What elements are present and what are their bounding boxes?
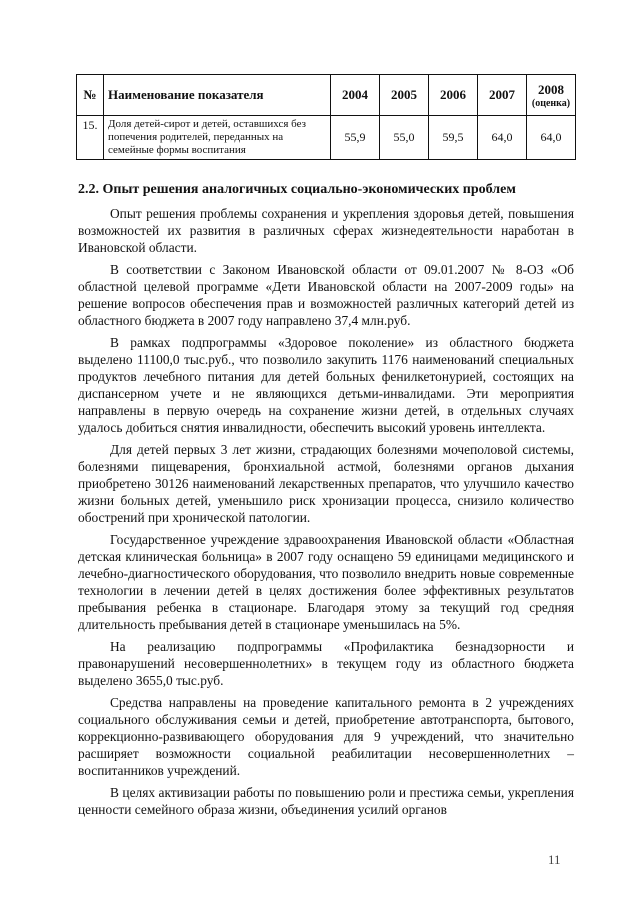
cell-2008: 64,0: [527, 116, 576, 160]
paragraph: На реализацию подпрограммы «Профилактика безнадзорности и правонарушений несовершеннолетних» в текущем году из областного бюджета выделено 3655,0 тыс.руб.: [78, 639, 574, 688]
paragraph: В целях активизации работы по повышению роли и престижа семьи, укрепления ценности семейного образа жизни, объединения усилий органов: [78, 785, 574, 817]
col-header-2006: 2006: [429, 75, 478, 116]
row-indicator-label: Доля детей-сирот и детей, оставшихся без попечения родителей, переданных на семейные формы воспитания: [104, 116, 331, 160]
cell-2007: 64,0: [478, 116, 527, 160]
paragraph: Для детей первых 3 лет жизни, страдающих болезнями мочеполовой системы, болезнями пищеварения, бронхиальной астмой, болезнями органов дыхания приобретено 30126 наименований лекарственных препаратов, что улучшило качество жизни больных детей, уменьшило риск хронизации процесса, снизило количество обострений при хронической патологии.: [78, 442, 574, 525]
col-header-2004: 2004: [331, 75, 380, 116]
paragraph: Средства направлены на проведение капитального ремонта в 2 учреждениях социального обслуживания семьи и детей, приобретение автотранспорта, бытового, коррекционно-развивающего оборудования для 9 учреждений, что значительно расширяет возможности социальной реабилитации несовершеннолетних – воспитанников учреждений.: [78, 695, 574, 778]
table-header-row: [77, 75, 576, 116]
paragraph: В рамках подпрограммы «Здоровое поколение» из областного бюджета выделено 11100,0 тыс.руб., что позволило закупить 1176 наименований специальных продуктов лечебного питания для детей больных фенилкетонурией, состоящих на диспансерном учете и не являющихся детьми-инвалидами. Эти мероприятия направлены в первую очередь на сохранение жизни детей, в отдельных случаях удалось добиться снятия инвалидности, обеспечить высокий уровень интеллекта.: [78, 335, 574, 435]
col-header-2008: [527, 75, 576, 116]
section-heading: 2.2. Опыт решения аналогичных социально-экономических проблем: [78, 182, 516, 197]
paragraph: Опыт решения проблемы сохранения и укрепления здоровья детей, повышения возможностей их развития в различных сферах жизнедеятельности наработан в Ивановской области.: [78, 206, 574, 255]
cell-2006: 59,5: [429, 116, 478, 160]
indicator-table: [76, 74, 576, 160]
paragraph: Государственное учреждение здравоохранения Ивановской области «Областная детская клиническая больница» в 2007 году оснащено 59 единицами медицинского и лечебно-диагностического оборудования, что позволило внедрить новые современные технологии в лечении детей в целях достижения более эффективных результатов пребывания ребенка в стационаре. Благодаря этому за текущий год средняя длительность пребывания детей в стационаре уменьшилась на 5%.: [78, 532, 574, 632]
col-header-indicator-name: Наименование показателя: [104, 75, 331, 116]
col-header-2008-year: 2008: [538, 81, 564, 97]
cell-2004: 55,9: [331, 116, 380, 160]
cell-2005: 55,0: [380, 116, 429, 160]
col-header-number: №: [77, 75, 104, 116]
section-body: [78, 205, 574, 823]
paragraph: В соответствии с Законом Ивановской области от 09.01.2007 № 8-ОЗ «Об областной целевой программе «Дети Ивановской области на 2007-2009 годы» на решение вопросов обеспечения прав и возможностей различных категорий детей из областного бюджета в 2007 году направлено 37,4 млн.руб.: [78, 262, 574, 328]
table-row: [77, 116, 576, 160]
col-header-2008-note: (оценка): [531, 97, 571, 109]
row-number: 15.: [77, 116, 104, 160]
col-header-2007: 2007: [478, 75, 527, 116]
page-number: 11: [548, 852, 561, 867]
col-header-2005: 2005: [380, 75, 429, 116]
